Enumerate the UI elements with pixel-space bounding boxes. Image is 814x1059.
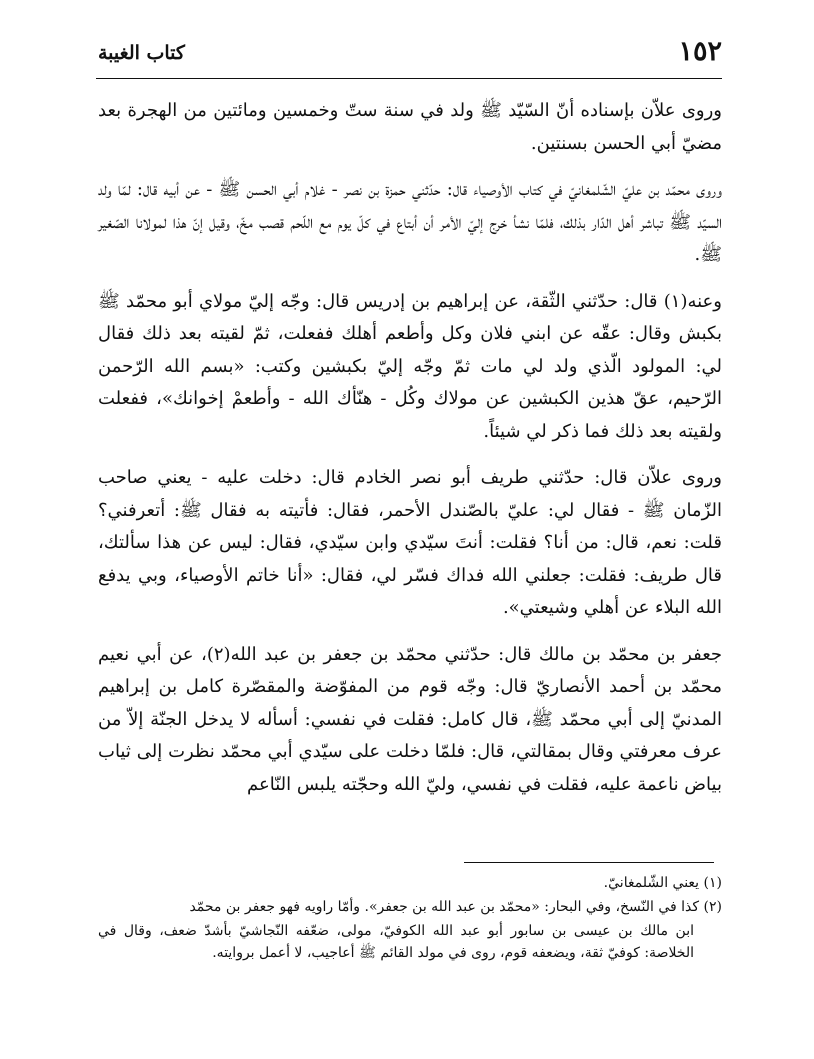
paragraph: وعنه(١) قال: حدّثني الثّقة، عن إبراهيم بن إدريس قال: وجّه إليّ مولاي أبو محمّد ﷺ بكبش وقال: عقّه عن ابني فلان وكل وأطعم أهلك ففعلت، ثمّ لقيته بعد ذلك فقال لي: المولود الّذي ولد لي مات ثمّ وجّه إليّ بكبشين وكتب: «بسم الله الرّحمن الرّحيم، عقّ هذين الكبشين عن مولاك وكُل - هنّأك الله - وأطعمْ إخوانك»، ففعلت ولقيته بعد ذلك فما ذكر لي شيئاً.: [98, 290, 722, 442]
footnote-continuation: ابن مالك بن عيسى بن سابور أبو عبد الله الكوفيّ، مولى، ضعّفه النّجاشيّ بأشدّ ضعف، وقال في الخلاصة: كوفيّ ثقة، ويضعفه قوم، روى في مولد القائم ﷺ أعاجيب، لا أعمل بروايته.: [98, 923, 694, 961]
header-divider: [96, 78, 722, 79]
paragraph: وروى علاّن قال: حدّثني طريف أبو نصر الخادم قال: دخلت عليه - يعني صاحب الزّمان ﷺ - فقال لي: عليّ بالصّندل الأحمر، فقال: فأتيته به فقال ﷺ: أتعرفني؟ قلت: نعم، قال: من أنا؟ فقلت: أنتَ سيّدي وابن سيّدي، فقال: ليس عن هذا سألتك، قال طريف: فقلت: جعلني الله فداك فسّر لي، فقال: «أنا خاتم الأوصياء، وبي يدفع الله البلاء عن أهلي وشيعتي».: [98, 467, 722, 618]
page-number: ١٥٢: [678, 36, 722, 67]
footnote: [98, 872, 722, 894]
main-text: [98, 95, 722, 815]
paragraph: وروى محمّد بن عليّ الشّلمغانيّ في كتاب الأوصياء قال: حدّثني حمزة بن نصر - غلام أبي الحسن ﷺ - عن أبيه قال: لمّا ولد السيّد ﷺ تباشر أهل الدّار بذلك، فلمّا نشأ خرج إليّ الأمر أن أبتاع في كلّ يوم مع اللّحم قصب مخّ، وقيل إنّ هذا لمولانا الصّغير ﷺ.: [98, 179, 722, 265]
paragraph: جعفر بن محمّد بن مالك قال: حدّثني محمّد بن جعفر بن عبد الله(٢)، عن أبي نعيم محمّد بن أحمد الأنصاريّ قال: وجّه قوم من المفوّضة والمقصّرة كامل بن إبراهيم المدنيّ إلى أبي محمّد ﷺ، قال كامل: فقلت في نفسي: أسأله لا يدخل الجنّة إلاّ من عرف معرفتي وقال بمقالتي، قال: فلمّا دخلت على سيّدي أبي محمّد نظرت إلى ثياب بياض ناعمة عليه، فقلت في نفسي، وليّ الله وحجّته يلبس النّاعم: [98, 643, 722, 795]
footnotes: [98, 872, 722, 964]
page-header: [98, 34, 722, 72]
footnote: [98, 896, 722, 918]
book-title: كتاب الغيبة: [98, 42, 185, 64]
paragraph: وروى علاّن بإسناده أنّ السّيّد ﷺ ولد في سنة ستّ وخمسين ومائتين من الهجرة بعد مضيّ أبي الحسن بسنتين.: [98, 100, 722, 154]
footnote-divider: [464, 862, 714, 863]
footnote-text: كذا في النّسخ، وفي البحار: «محمّد بن عبد الله بن جعفر». وأمّا راويه فهو جعفر بن محمّد: [189, 899, 700, 915]
footnote-text: يعني الشّلمغانيّ.: [603, 875, 700, 891]
footnote-number: (٢): [703, 899, 722, 915]
footnote-number: (١): [703, 875, 722, 891]
